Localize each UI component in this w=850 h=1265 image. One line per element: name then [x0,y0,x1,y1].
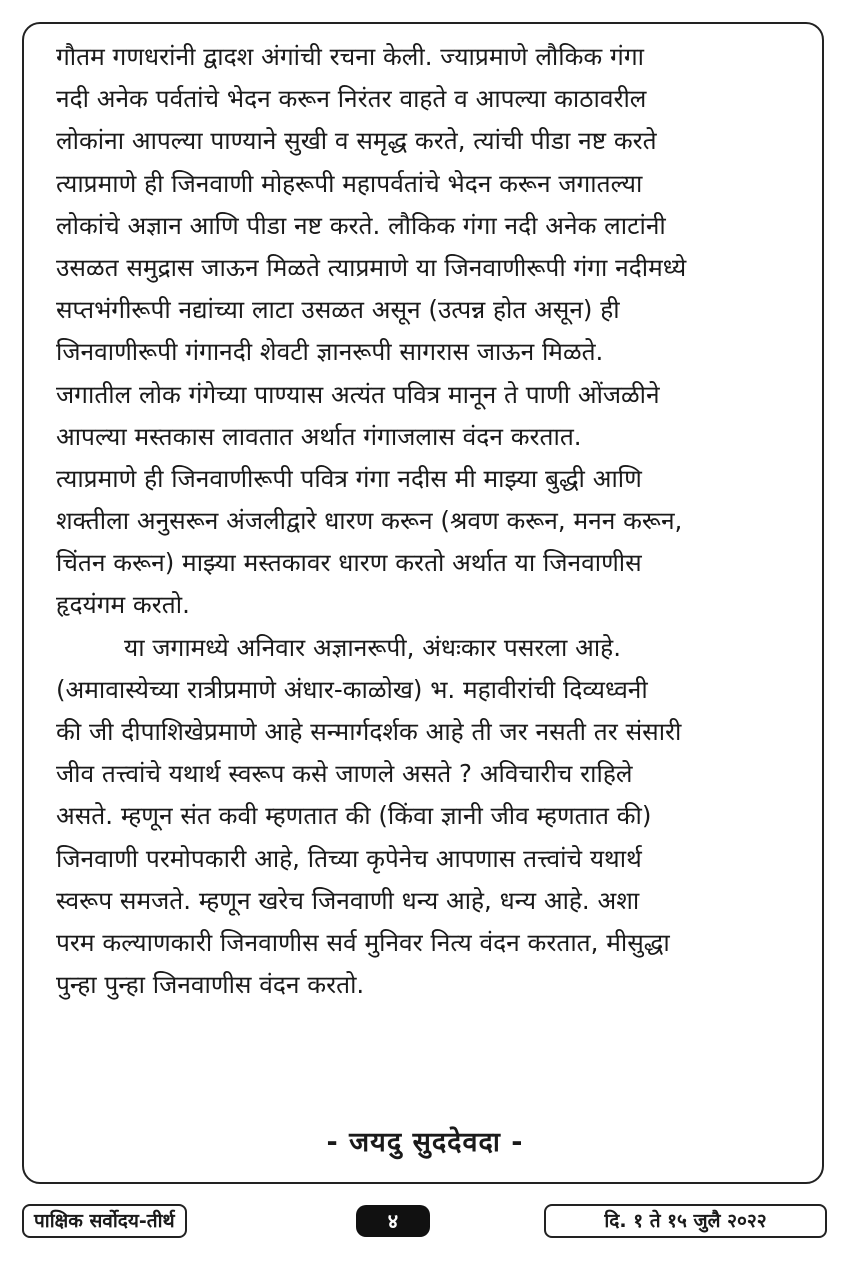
paragraph-start-line: या जगामध्ये अनिवार अज्ञानरूपी, अंधःकार पसरला आहे. [124,632,621,662]
text-line: गौतम गणधरांनी द्वादश अंगांची रचना केली. ज्याप्रमाणे लौकिक गंगा [56,42,644,71]
text-line: पुन्हा पुन्हा जिनवाणीस वंदन करतो. [56,970,365,1000]
text-line: लोकांना आपल्या पाण्याने सुखी व समृद्ध करते, त्यांची पीडा नष्ट करते [56,126,657,156]
text-line: हृदयंगम करतो. [56,590,190,620]
text-line: जीव तत्त्वांचे यथार्थ स्वरूप कसे जाणले असते ? अविचारीच राहिले [56,759,633,789]
text-line: जिनवाणीरूपी गंगानदी शेवटी ज्ञानरूपी सागरास जाऊन मिळते. [56,337,604,367]
text-line: परम कल्याणकारी जिनवाणीस सर्व मुनिवर नित्य वंदन करतात, मीसुद्धा [56,927,670,957]
signature: - जयदु सुददेवदा - [326,1127,524,1158]
text-line: आपल्या मस्तकास लावतात अर्थात गंगाजलास वंदन करतात. [56,421,582,451]
publication-name: पाक्षिक सर्वोदय-तीर्थ [22,1204,187,1238]
text-line: नदी अनेक पर्वतांचे भेदन करून निरंतर वाहते व आपल्या काठावरील [56,84,647,114]
text-line: (अमावास्येच्या रात्रीप्रमाणे अंधार-काळोख) भ. महावीरांची दिव्यध्वनी [56,674,648,704]
page-number: ४ [356,1205,430,1237]
article-body [56,36,796,1006]
text-line: स्वरूप समजते. म्हणून खरेच जिनवाणी धन्य आहे, धन्य आहे. अशा [56,885,640,915]
text-line: त्याप्रमाणे ही जिनवाणीरूपी पवित्र गंगा नदीस मी माझ्या बुद्धी आणि [56,463,642,493]
text-line: त्याप्रमाणे ही जिनवाणी मोहरूपी महापर्वतांचे भेदन करून जगातल्या [56,168,643,198]
text-line: की जी दीपाशिखेप्रमाणे आहे सन्मार्गदर्शक आहे ती जर नसती तर संसारी [56,717,682,746]
text-line: शक्तीला अनुसरून अंजलीद्वारे धारण करून (श्रवण करून, मनन करून, [56,506,683,536]
text-line: असते. म्हणून संत कवी म्हणतात की (किंवा ज्ञानी जीव म्हणतात की) [56,801,652,831]
text-line: उसळत समुद्रास जाऊन मिळते त्याप्रमाणे या जिनवाणीरूपी गंगा नदीमध्ये [56,252,687,282]
text-line: सप्तभंगीरूपी नद्यांच्या लाटा उसळत असून (उत्पन्न होत असून) ही [56,295,620,325]
text-line: लोकांचे अज्ञान आणि पीडा नष्ट करते. लौकिक गंगा नदी अनेक लाटांनी [56,210,666,240]
text-line: जगातील लोक गंगेच्या पाण्यास अत्यंत पवित्र मानून ते पाणी ओंजळीने [56,379,660,409]
issue-date: दि. १ ते १५ जुलै २०२२ [544,1204,827,1238]
text-line: चिंतन करून) माझ्या मस्तकावर धारण करतो अर्थात या जिनवाणीस [56,548,642,578]
text-line: जिनवाणी परमोपकारी आहे, तिच्या कृपेनेच आपणास तत्त्वांचे यथार्थ [56,843,642,873]
